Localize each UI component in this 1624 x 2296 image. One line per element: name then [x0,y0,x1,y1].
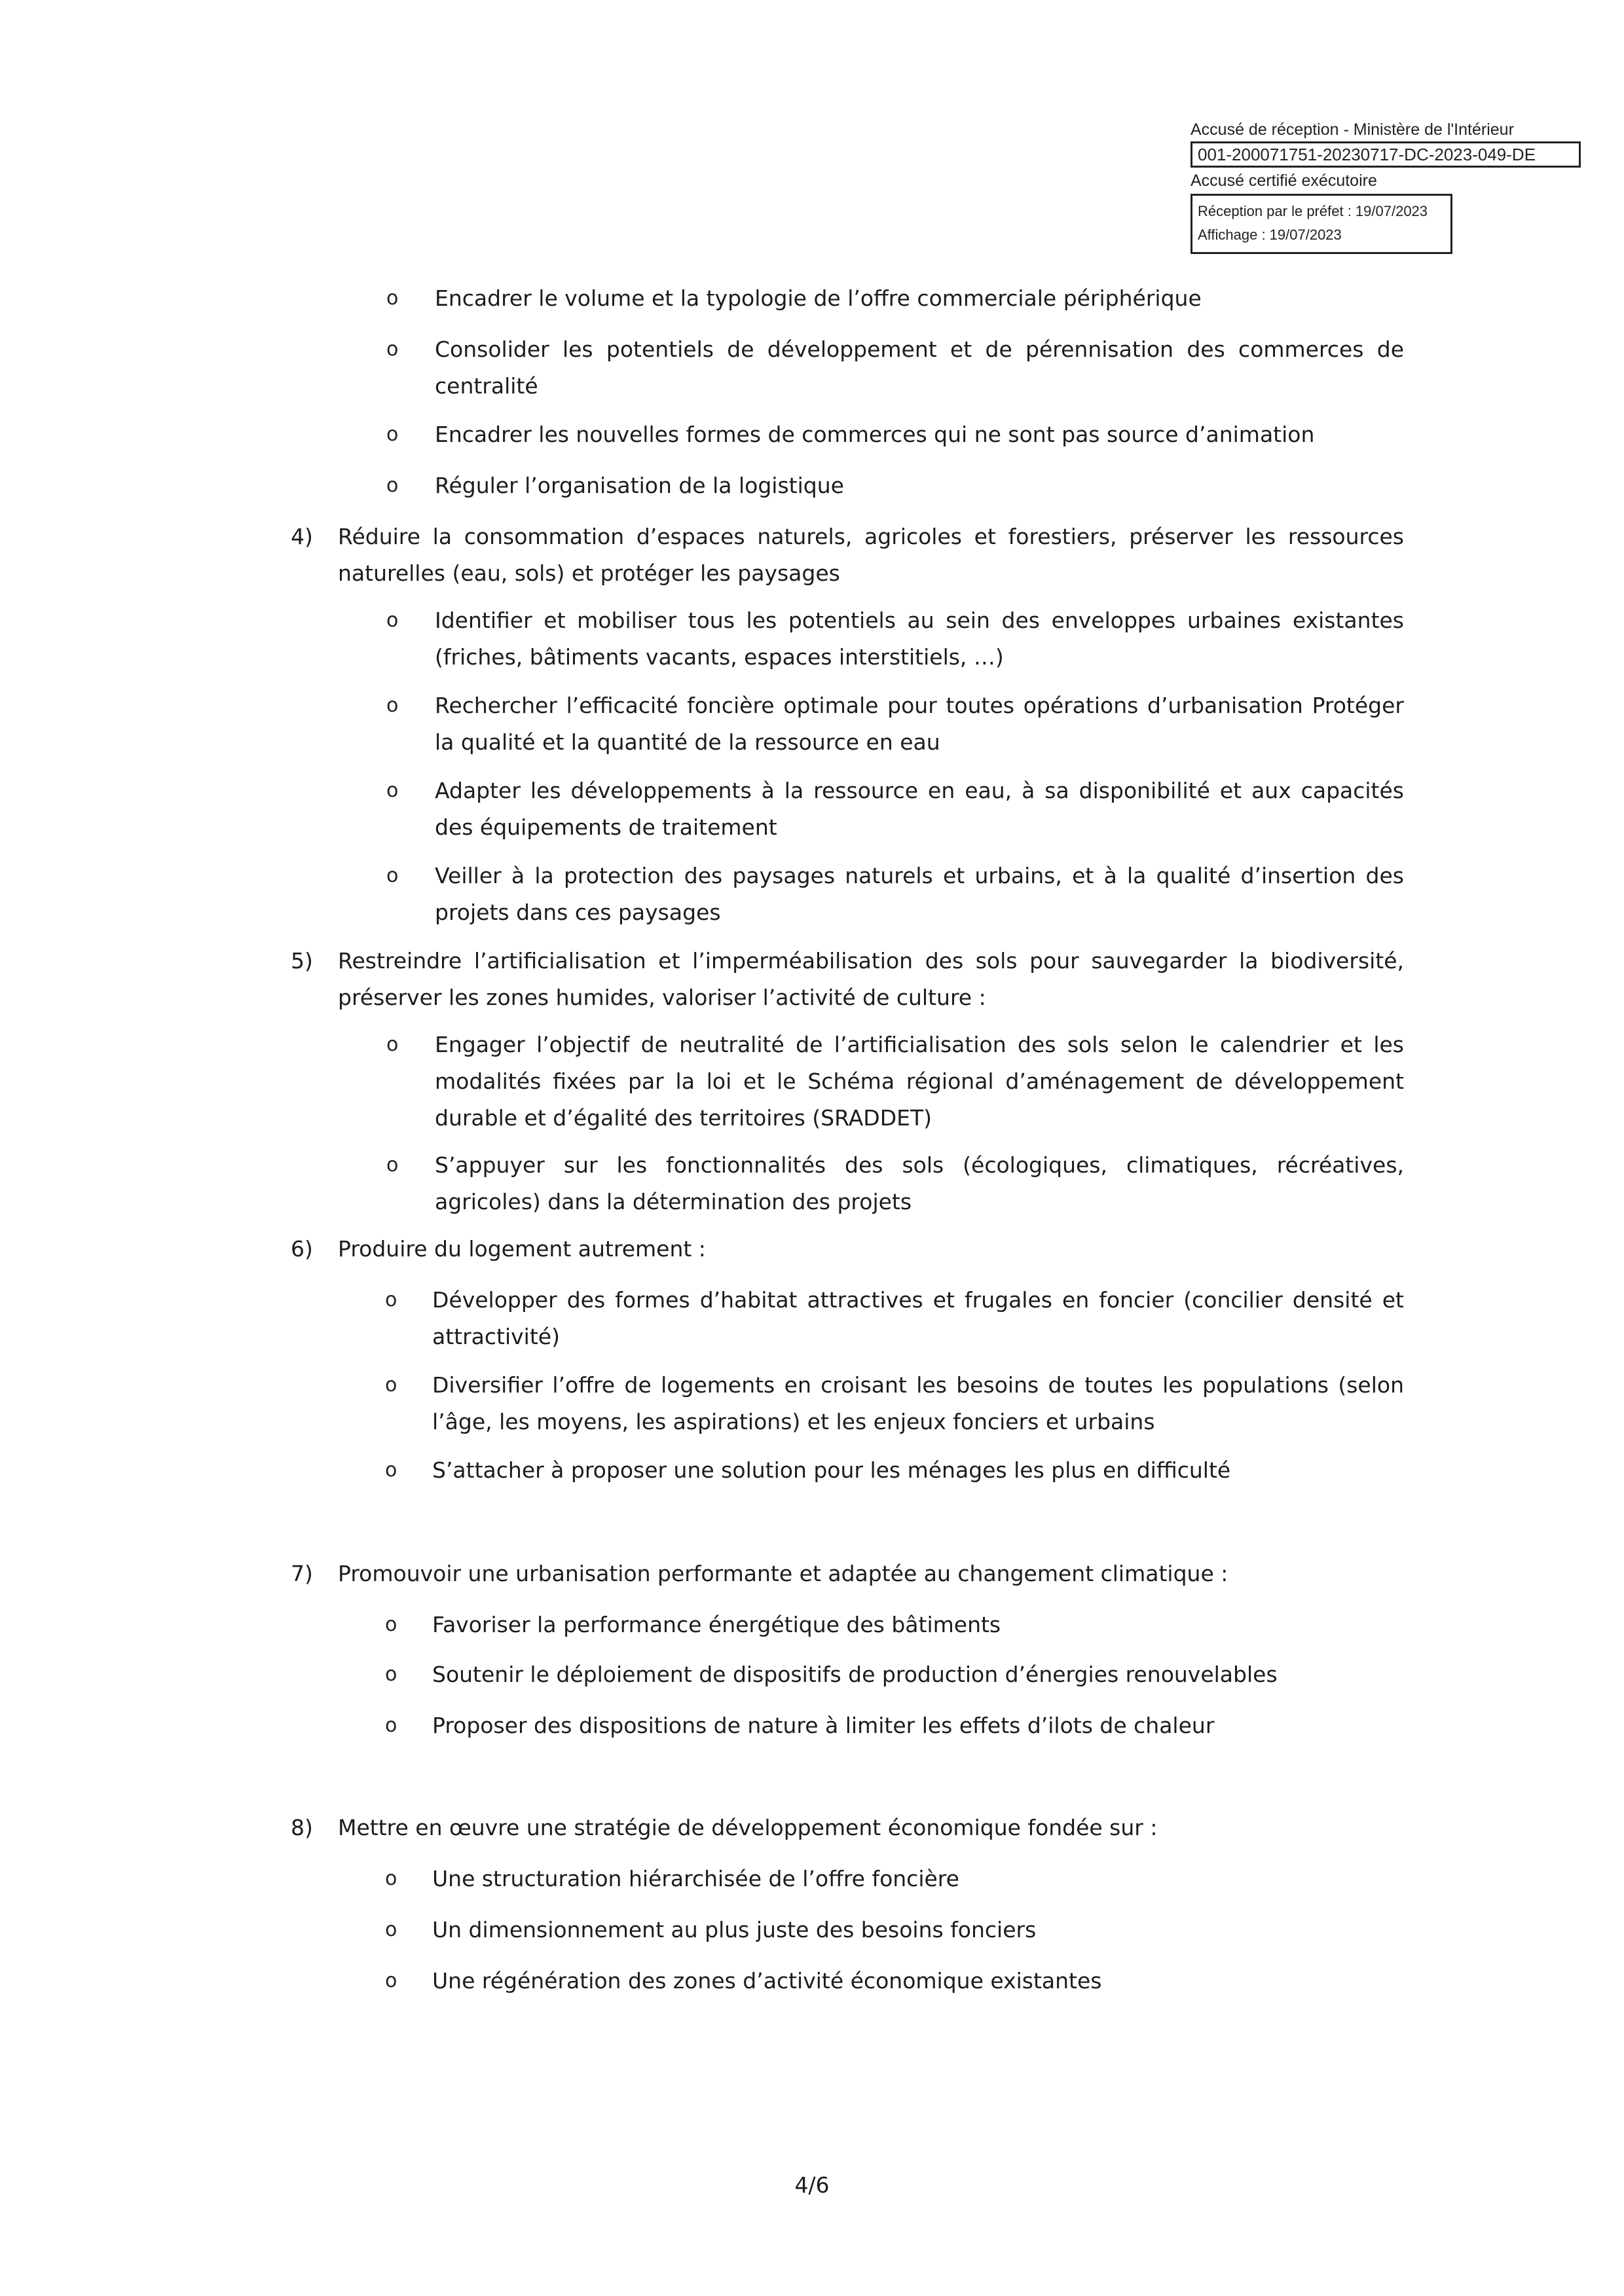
stamp-title: Accusé de réception - Ministère de l'Intérieur [1190,120,1514,139]
section-number: 7) [291,1561,313,1586]
section-number: 8) [291,1815,313,1840]
section-number: 4) [291,524,313,549]
list-item: Soutenir le déploiement de dispositifs de production d’énergies renouvelables [432,1662,1278,1687]
prefecture-stamp [1190,119,1583,254]
bullet-marker: o [386,1154,399,1176]
list-item: Adapter les développements à la ressource en eau, à sa disponibilité et aux capacités des équipements de traitement [435,778,1404,840]
list-item: Favoriser la performance énergétique des bâtiments [432,1612,1001,1637]
list-item: Une structuration hiérarchisée de l’offre foncière [432,1866,959,1891]
section-number: 6) [291,1236,313,1262]
bullet-marker: o [386,423,399,446]
bullet-marker: o [386,694,399,717]
stamp-dates-box [1190,194,1452,254]
bullet-marker: o [385,1459,397,1482]
bullet-marker: o [385,1663,397,1686]
list-item: Veiller à la protection des paysages naturels et urbains, et à la qualité d’insertion des projets dans ces paysages [435,863,1404,925]
section-heading: Restreindre l’artificialisation et l’imperméabilisation des sols pour sauvegarder la biodiversité, préserver les zones humides, valoriser l’activité de culture : [338,948,1404,1010]
stamp-certified: Accusé certifié exécutoire [1190,172,1377,190]
list-item: Identifier et mobiliser tous les potentiels au sein des enveloppes urbaines existantes (friches, bâtiments vacants, espaces interstitiels, …) [435,608,1404,670]
list-item: Une régénération des zones d’activité économique existantes [432,1968,1102,1994]
page-number: 4/6 [794,2172,830,2198]
bullet-marker: o [386,1033,399,1056]
stamp-reception: Réception par le préfet : 19/07/2023 [1198,203,1428,219]
list-item: Encadrer le volume et la typologie de l’offre commerciale périphérique [435,285,1202,311]
bullet-marker: o [385,1918,397,1941]
section-heading: Promouvoir une urbanisation performante et adaptée au changement climatique : [338,1561,1228,1586]
list-item: Proposer des dispositions de nature à limiter les effets d’ilots de chaleur [432,1713,1215,1738]
bullet-marker: o [385,1288,397,1311]
list-item: Consolider les potentiels de développement et de pérennisation des commerces de centralité [435,337,1404,399]
section-number: 5) [291,948,313,974]
list-item: Diversifier l’offre de logements en croisant les besoins de toutes les populations (selon l’âge, les moyens, les aspirations) et les enjeux fonciers et urbains [432,1372,1404,1434]
bullet-marker: o [385,1867,397,1890]
bullet-marker: o [386,474,399,497]
bullet-marker: o [385,1714,397,1737]
list-item: Rechercher l’efficacité foncière optimale pour toutes opérations d’urbanisation Protéger la qualité et la quantité de la ressource en eau [435,693,1404,755]
bullet-marker: o [386,864,399,887]
bullet-marker: o [386,338,399,361]
bullet-marker: o [386,779,399,802]
section-heading: Réduire la consommation d’espaces naturels, agricoles et forestiers, préserver les ressources naturelles (eau, sols) et protéger les paysages [338,524,1404,586]
list-item: Un dimensionnement au plus juste des besoins fonciers [432,1917,1037,1942]
list-item: S’attacher à proposer une solution pour les ménages les plus en difficulté [432,1457,1231,1483]
list-item: Engager l’objectif de neutralité de l’artificialisation des sols selon le calendrier et les modalités fixées par la loi et le Schéma régional d’aménagement de développement durable et d’égalité des territoires (SRADDET) [435,1032,1404,1131]
stamp-id: 001-200071751-20230717-DC-2023-049-DE [1190,141,1581,168]
list-item: S’appuyer sur les fonctionnalités des sols (écologiques, climatiques, récréatives, agricoles) dans la détermination des projets [435,1152,1404,1214]
list-item: Encadrer les nouvelles formes de commerces qui ne sont pas source d’animation [435,422,1315,447]
stamp-affichage: Affichage : 19/07/2023 [1198,227,1342,243]
list-item: Développer des formes d’habitat attractives et frugales en foncier (concilier densité et attractivité) [432,1287,1404,1349]
bullet-marker: o [385,1969,397,1992]
bullet-marker: o [386,287,399,310]
section-heading: Produire du logement autrement : [338,1236,706,1262]
bullet-marker: o [385,1374,397,1396]
bullet-marker: o [385,1613,397,1636]
bullet-marker: o [386,609,399,632]
list-item: Réguler l’organisation de la logistique [435,473,844,498]
section-heading: Mettre en œuvre une stratégie de développement économique fondée sur : [338,1815,1158,1840]
